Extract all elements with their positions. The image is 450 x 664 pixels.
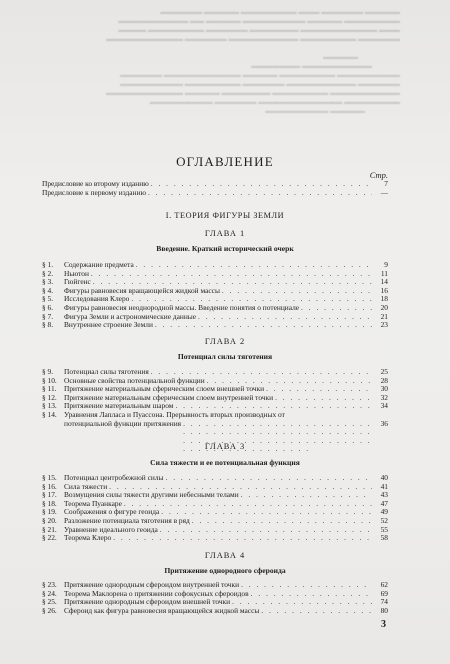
leader-dots <box>251 590 372 599</box>
leader-dots <box>124 500 372 509</box>
entry-page: 62 <box>380 580 388 589</box>
entry-title: Основные свойства потенциальной функции <box>64 375 205 385</box>
entry-page: 23 <box>380 320 388 330</box>
entry-page: 49 <box>380 507 388 517</box>
chapter-subtitle: Введение. Краткий исторический очерк <box>156 244 294 253</box>
entry-section: § 5. <box>42 294 54 304</box>
leader-dots <box>198 313 372 322</box>
chapter-heading: ГЛАВА 3 <box>204 442 246 451</box>
entry-title: Предисловие ко второму изданию <box>42 179 149 188</box>
entry-title-continuation: потенциальной функции притяжения <box>64 418 182 428</box>
entry-section: § 26. <box>42 605 57 615</box>
entry-title: Потенциал силы тяготения <box>64 367 149 376</box>
entry-title: Ньютон <box>64 268 89 278</box>
entry-page: 47 <box>380 498 388 508</box>
entry-page: 58 <box>380 533 388 543</box>
entry-page: 34 <box>380 401 388 411</box>
entry-page: 41 <box>380 481 388 491</box>
entry-title: Предисловие к первому изданию <box>42 187 146 197</box>
entry-page: 36 <box>380 418 388 428</box>
entry-section: § 7. <box>42 311 54 321</box>
entry-section: § 22. <box>42 533 57 543</box>
entry-section: § 8. <box>42 320 54 330</box>
entry-page: 21 <box>380 311 388 321</box>
leader-dots <box>151 180 372 189</box>
entry-page: 55 <box>380 524 388 534</box>
entry-title: Внутреннее строение Земли <box>64 320 153 330</box>
entry-section: § 3. <box>42 277 54 287</box>
entry-page: — <box>380 187 388 197</box>
leader-dots <box>166 474 373 483</box>
entry-title: Гюйгенс <box>64 277 91 287</box>
leader-dots <box>91 270 372 279</box>
entry-section: § 4. <box>42 285 54 295</box>
entry-page: 18 <box>380 294 388 304</box>
leader-dots <box>266 385 372 394</box>
entry-page: 7 <box>384 179 388 188</box>
entry-title: Фигуры равновесия неоднородной массы. Введение понятия о потенциале <box>64 302 300 312</box>
entry-title: Притяжение однородным сфероидом внешней точки <box>64 597 231 607</box>
page-number: 3 <box>381 619 386 630</box>
bleed-through-text: ▬▬▬▬▬ ▬▬▬▬▬▬ ▬▬▬ ▬▬▬▬▬▬▬▬ ▬▬▬▬▬ ▬▬▬▬▬▬ ▬▬▬▬▬▬▬▬ ▬▬▬▬▬ ▬▬▬▬▬▬▬▬▬ ▬▬▬▬▬ ▬▬ ▬▬▬▬▬▬▬▬▬▬ ▬▬▬ ▬▬▬▬▬▬▬▬▬▬▬ ▬▬▬▬▬▬▬ ▬▬▬▬▬▬ ▬▬▬▬▬▬▬▬ ▬▬▬▬ ▬▬▬▬▬▬ ▬▬▬▬▬▬▬▬ ▬▬▬▬▬▬▬▬▬▬ ▬▬▬▬▬▬ ▬▬▬▬▬▬▬▬▬▬▬ ▬▬▬▬▬ ▬▬▬▬▬▬▬▬▬▬ ▬▬▬▬▬▬▬ ▬▬▬▬▬▬▬▬▬ ▬▬▬▬▬▬▬▬ ▬▬▬▬▬ ▬▬▬▬▬▬▬▬▬▬▬ ▬▬▬▬▬▬ ▬▬▬▬▬▬ ▬▬▬▬▬▬▬▬▬▬ ▬▬▬▬▬▬ ▬▬▬▬▬▬▬▬ ▬▬▬▬▬▬▬▬▬ ▬▬▬▬▬▬▬▬▬▬ ▬▬▬▬▬▬▬▬ ▬▬▬▬▬▬▬ ▬▬▬▬▬ ▬▬▬▬▬▬▬▬▬▬▬ ▬▬▬▬▬▬▬▬ ▬▬▬▬▬▬▬▬▬▬▬▬ ▬▬▬▬▬▬ ▬▬▬▬▬▬▬▬▬ ▬▬▬▬▬ ▬▬▬▬▬▬▬▬▬ <box>106 8 400 115</box>
entry-page: 80 <box>380 605 388 615</box>
entry-section: § 11. <box>42 384 57 394</box>
entry-page: 9 <box>384 260 388 269</box>
entry-section: § 19. <box>42 507 57 517</box>
entry-section: § 15. <box>42 473 57 482</box>
toc-entry[interactable] <box>42 607 388 616</box>
entry-page: 20 <box>380 302 388 312</box>
toc-title: ОГЛАВЛЕНИЕ <box>176 154 274 169</box>
leader-dots <box>136 261 372 270</box>
entry-page: 74 <box>380 597 388 607</box>
chapter-heading: ГЛАВА 2 <box>204 337 246 346</box>
toc-entry[interactable] <box>42 189 388 198</box>
entry-section: § 18. <box>42 498 57 508</box>
entry-title: Теорема Клеро <box>64 533 112 543</box>
entry-title: Фигуры равновесия вращающейся жидкой массы <box>64 285 220 295</box>
entry-title: Сфероид как фигура равновесия вращающейся жидкой массы <box>64 605 260 615</box>
entry-title: Притяжение однородным сфероидом внутренней точки <box>64 580 240 589</box>
leader-dots <box>222 287 372 296</box>
entry-page: 52 <box>380 515 388 525</box>
entry-section: § 10. <box>42 375 57 385</box>
entry-title: Возмущения силы тяжести другими небесными телами <box>64 490 239 500</box>
entry-page: 43 <box>380 490 388 500</box>
entry-section: § 12. <box>42 392 57 402</box>
entry-section: § 9. <box>42 367 54 376</box>
entry-section: § 20. <box>42 515 57 525</box>
entry-title: Соображения о фигуре геоида <box>64 507 160 517</box>
chapter-3-entries <box>42 474 388 543</box>
entry-section: § 21. <box>42 524 57 534</box>
entry-title: Потенциал центробежной силы <box>64 473 164 482</box>
leader-dots <box>301 304 372 313</box>
entry-section: § 13. <box>42 401 57 411</box>
toc-entry[interactable] <box>42 261 388 270</box>
entry-title: Притяжение материальным сферическим слоем внутренней точки <box>64 392 274 402</box>
entry-title: Уравнение идеального геоида <box>64 524 158 534</box>
entry-page: 30 <box>380 384 388 394</box>
chapter-heading: ГЛАВА 1 <box>204 229 246 238</box>
entry-section: § 6. <box>42 302 54 312</box>
entry-section: § 1. <box>42 260 54 269</box>
entry-title: Сила тяжести <box>64 481 108 491</box>
entry-section: § 2. <box>42 268 54 278</box>
entry-title: Притяжение материальным шаром <box>64 401 174 411</box>
toc-entry[interactable] <box>42 321 388 330</box>
entry-section: § 24. <box>42 588 57 598</box>
entry-page: 25 <box>380 367 388 376</box>
part-title: I. ТЕОРИЯ ФИГУРЫ ЗЕМЛИ <box>165 211 285 220</box>
entry-title: Исследования Клеро <box>64 294 130 304</box>
leader-dots <box>148 189 372 198</box>
entry-section: § 25. <box>42 597 57 607</box>
chapter-subtitle: Сила тяжести и ее потенциальная функция <box>150 458 300 467</box>
leader-dots <box>155 321 372 330</box>
prefaces-list <box>42 180 388 197</box>
entry-section: § 14. <box>42 409 57 419</box>
entry-title: Теорема Маклорена о притяжении софокусных сфероидов <box>64 588 249 598</box>
leader-dots <box>261 607 372 616</box>
toc-entry[interactable] <box>42 534 388 543</box>
entry-page: 11 <box>380 268 388 278</box>
leader-dots <box>241 581 372 590</box>
leader-dots <box>161 508 372 517</box>
chapter-1-entries <box>42 261 388 330</box>
entry-section: § 23. <box>42 580 57 589</box>
chapter-subtitle: Притяжение однородного сфероида <box>164 566 286 575</box>
leader-dots <box>192 517 372 526</box>
entry-title: Содержание предмета <box>64 260 134 269</box>
chapter-4-entries <box>42 581 388 615</box>
leader-dots <box>275 394 372 403</box>
toc-entry[interactable] <box>42 270 388 279</box>
leader-dots <box>160 526 372 535</box>
entry-page: 28 <box>380 375 388 385</box>
chapter-heading: ГЛАВА 4 <box>204 551 246 560</box>
leader-dots <box>241 491 372 500</box>
entry-page: 32 <box>380 392 388 402</box>
entry-section: § 16. <box>42 481 57 491</box>
entry-page: 69 <box>380 588 388 598</box>
entry-page: 40 <box>380 473 388 482</box>
entry-title: Разложение потенциала тяготения в ряд <box>64 515 190 525</box>
entry-section: § 17. <box>42 490 57 500</box>
entry-title: Теорема Пуанкаре <box>64 498 122 508</box>
leader-dots <box>113 534 372 543</box>
chapter-subtitle: Потенциал силы тяготения <box>177 352 273 361</box>
entry-title: Притяжение материальным сферическим слоем внешней точки <box>64 384 265 394</box>
entry-title: Фигура Земли и астрономические данные <box>64 311 197 321</box>
page-column-label: Стр. <box>369 170 388 180</box>
entry-title: Уравнения Лапласа и Пуассона. Прерывность вторых производных от <box>64 409 285 419</box>
entry-page: 16 <box>380 285 388 295</box>
entry-page: 14 <box>380 277 388 287</box>
